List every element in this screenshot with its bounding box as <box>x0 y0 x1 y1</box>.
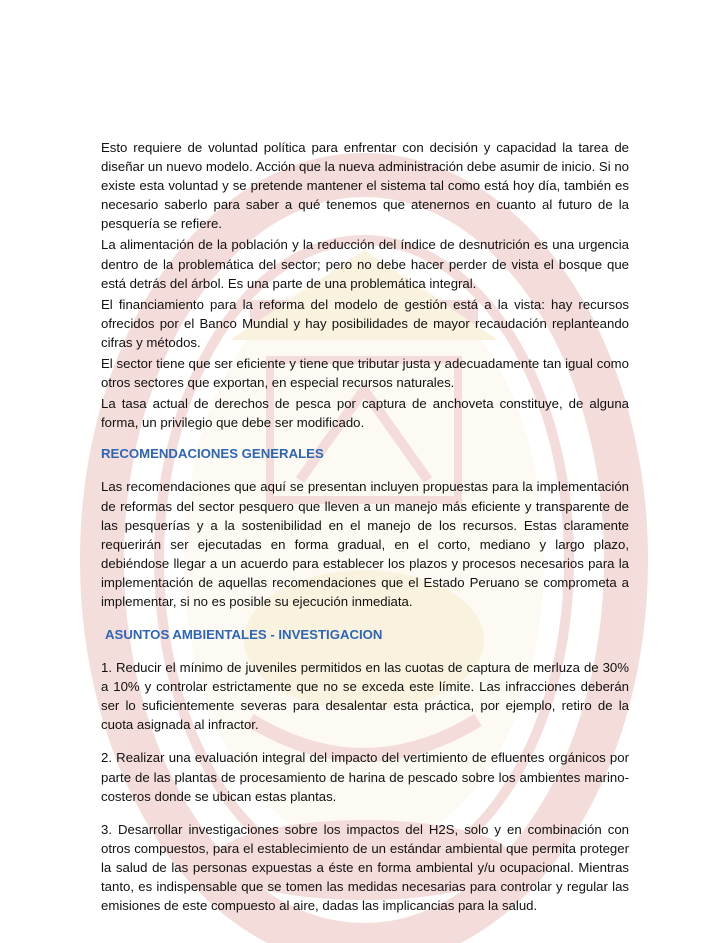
paragraph-nutrition: La alimentación de la población y la reducción del índice de desnutrición es una urgencia dentro de la problemática del sector; pero no debe hacer perder de vista el bosque que está detrás del árbol. Es una parte de una problemática integral. <box>101 237 629 291</box>
heading-general-recommendations: RECOMENDACIONES GENERALES <box>101 446 324 462</box>
paragraph-general-recommendations: Las recomendaciones que aquí se presentan incluyen propuestas para la implementación de reformas del sector pesquero que lleven a un manejo más eficiente y transparente de las pesquerías y a la sostenibilidad en el manejo de los recursos. Estas claramente requerirán ser ejecutadas en forma gradual, en el corto, mediano y largo plazo, debiéndose llegar a un acuerdo para establecer los plazos y procesos necesarios para la implementación de aquellas recomendaciones que el Estado Peruano se comprometa a implementar, si no es posible su ejecución inmediata. <box>101 479 629 609</box>
heading-environmental-issues: ASUNTOS AMBIENTALES - INVESTIGACION <box>105 627 383 643</box>
paragraph-fishing-rights: La tasa actual de derechos de pesca por captura de anchoveta constituye, de alguna forma, un privilegio que debe ser modificado. <box>101 396 629 431</box>
document-body <box>101 138 629 917</box>
list-item: 1. Reducir el mínimo de juveniles permitidos en las cuotas de captura de merluza de 30% a 10% y controlar estrictamente que no se exceda este límite. Las infracciones deberán ser lo suficientemente severas para desalentar esta práctica, por ejemplo, retiro de la cuota asignada al infractor. <box>101 660 629 733</box>
paragraph-political-will: Esto requiere de voluntad política para enfrentar con decisión y capacidad la tarea de diseñar un nuevo modelo. Acción que la nueva administración debe asumir de inicio. Si no existe esta voluntad y se pretende mantener el sistema tal como está hoy día, también es necesario saberlo para saber a qué tenemos que atenernos en cuanto al futuro de la pesquería se refiere. <box>101 140 629 232</box>
list-item: 3. Desarrollar investigaciones sobre los impactos del H2S, solo y en combinación con otros compuestos, para el establecimiento de un estándar ambiental que permita proteger la salud de las personas expuestas a éste en forma ambiental y/u ocupacional. Mientras tanto, es indispensable que se tomen las medidas necesarias para controlar y regular las emisiones de este compuesto al aire, dadas las implicancias para la salud. <box>101 821 629 914</box>
paragraph-efficiency: El sector tiene que ser eficiente y tiene que tributar justa y adecuadamente tan igual como otros sectores que exportan, en especial recursos naturales. <box>101 356 629 391</box>
paragraph-financing: El financiamiento para la reforma del modelo de gestión está a la vista: hay recursos ofrecidos por el Banco Mundial y hay posibilidades de mayor recaudación replanteando cifras y métodos. <box>101 296 629 350</box>
list-item: 2. Realizar una evaluación integral del impacto del vertimiento de efluentes orgánicos por parte de las plantas de procesamiento de harina de pescado sobre los ambientes marino-costeros donde se ubican estas plantas. <box>101 750 629 804</box>
